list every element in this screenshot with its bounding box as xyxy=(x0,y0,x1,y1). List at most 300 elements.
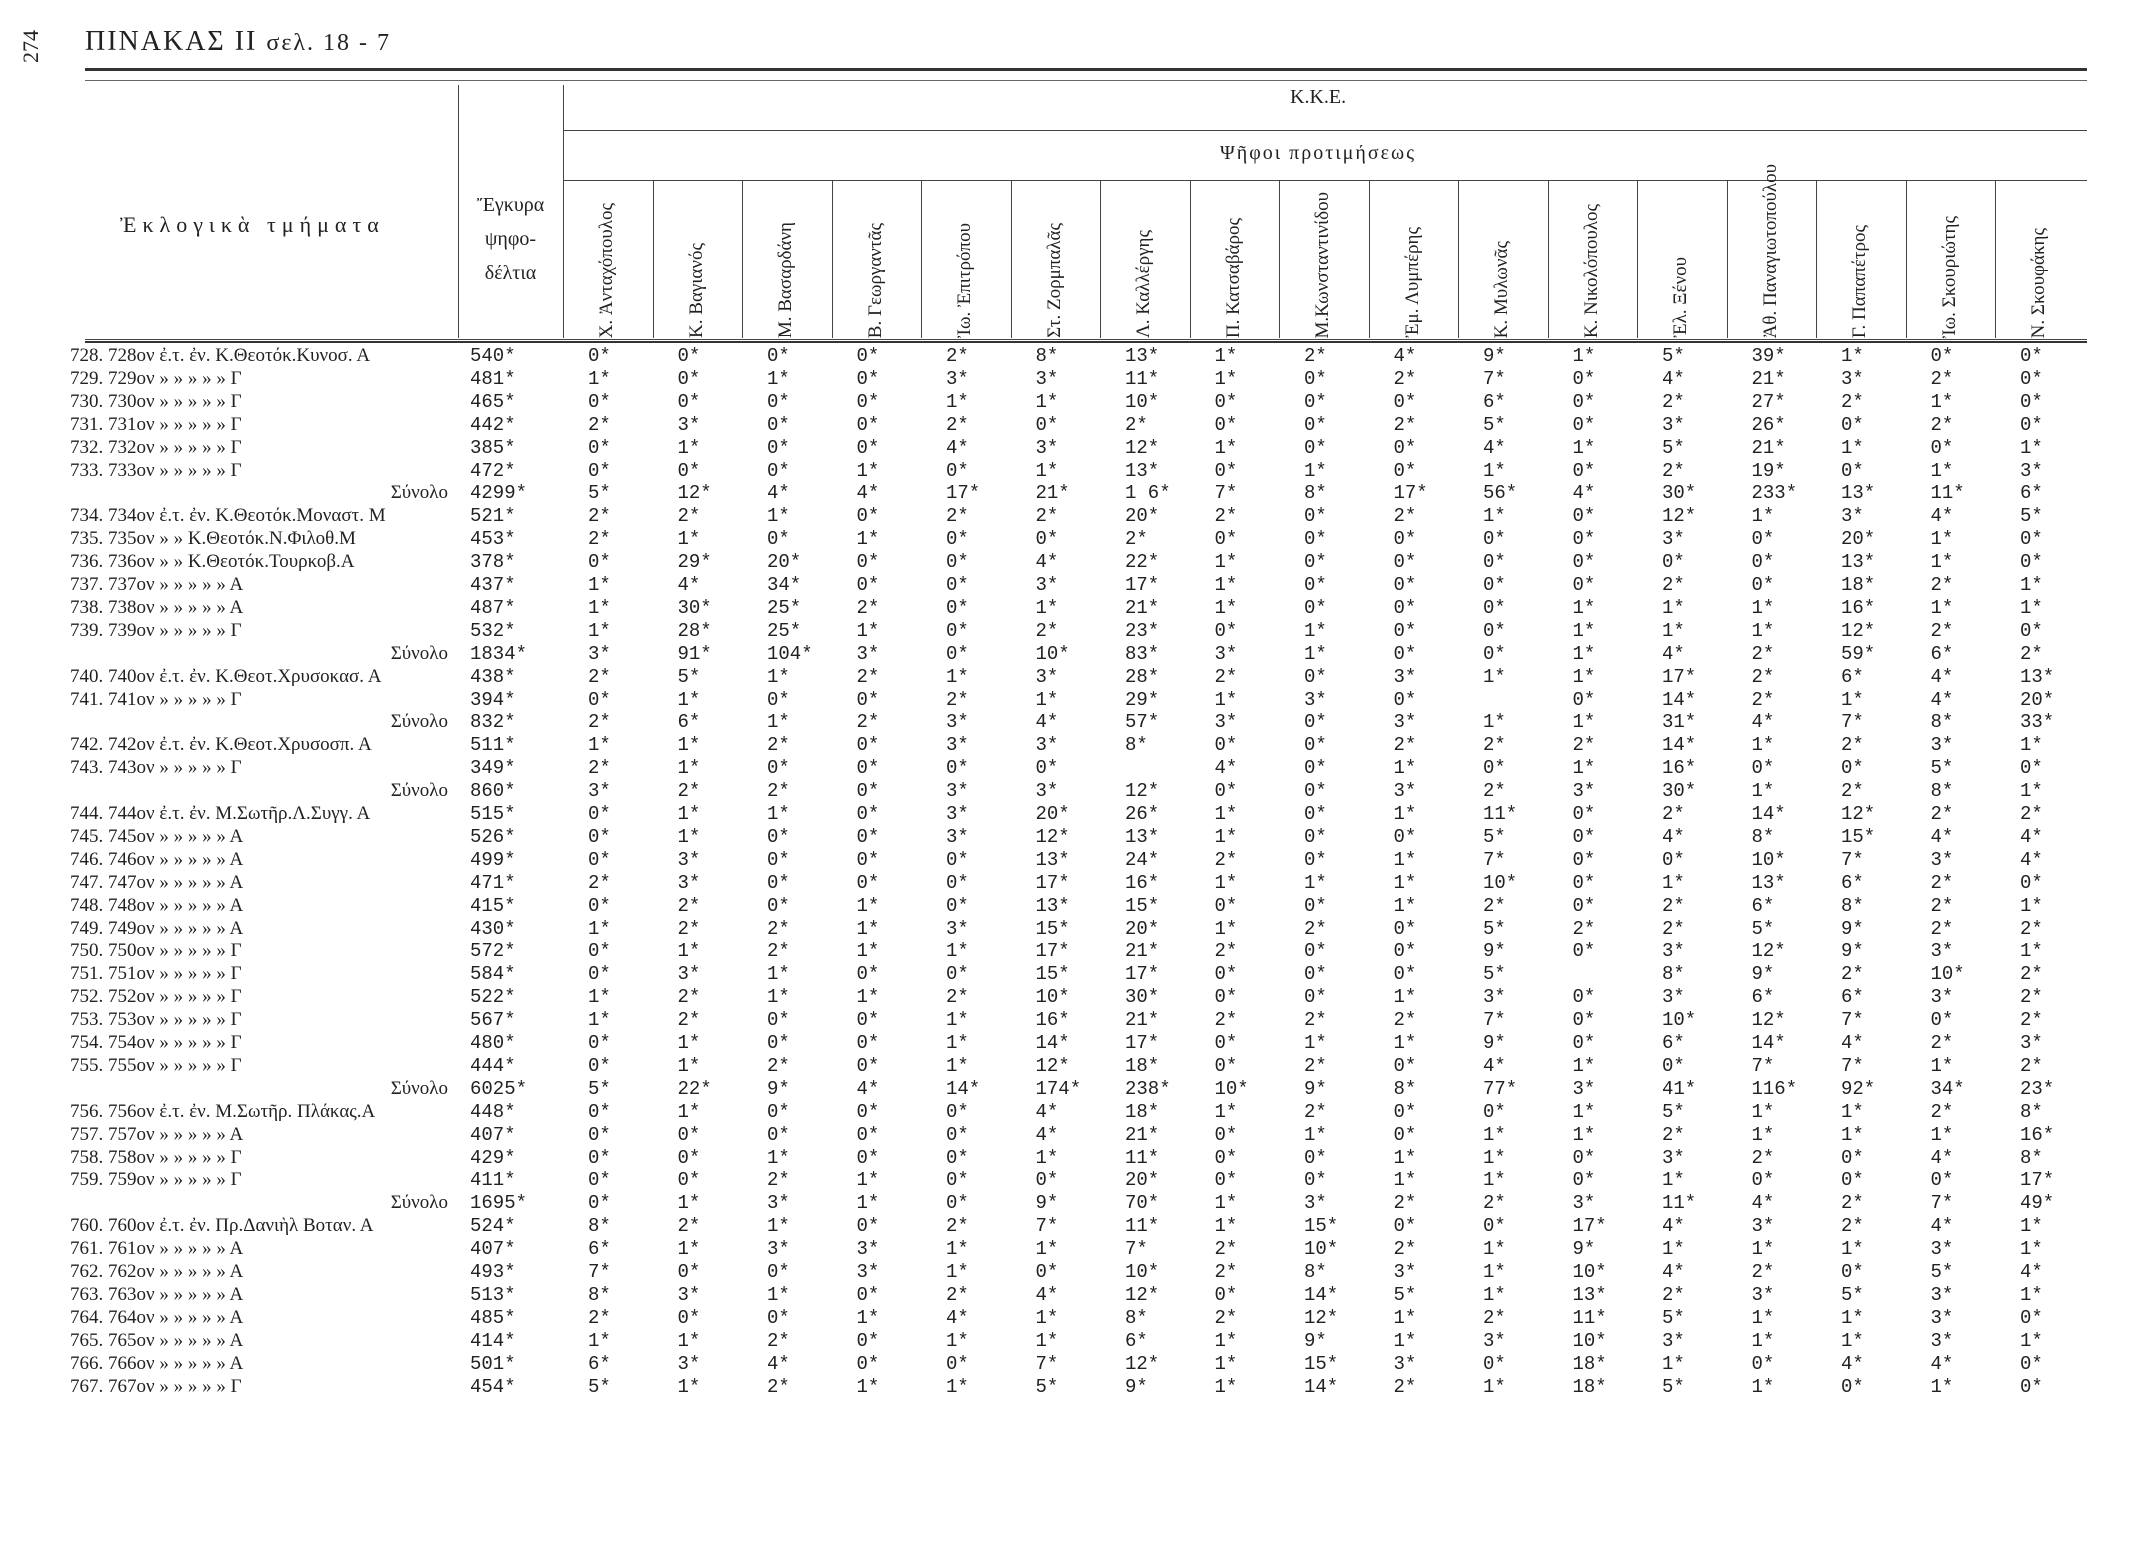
vote-cell: 1* xyxy=(677,528,701,551)
vote-cell: 14* xyxy=(1304,1283,1339,1306)
vote-cell: 0* xyxy=(677,1306,701,1329)
vote-cell: 0* xyxy=(946,459,969,482)
vote-cell: 1* xyxy=(1841,1306,1864,1329)
vote-cell: 1* xyxy=(677,1375,701,1398)
vote-cell: 0* xyxy=(1304,413,1327,436)
vote-cell: 0* xyxy=(1841,1261,1864,1283)
vote-cell: 0* xyxy=(1393,1123,1417,1146)
vote-cell: 24* xyxy=(1125,848,1160,871)
vote-cell: 5* xyxy=(1035,1375,1059,1398)
vote-cell: 0* xyxy=(1393,940,1417,963)
vote-cell: 0* xyxy=(588,848,611,871)
vote-cell: 2* xyxy=(1393,1375,1417,1398)
vote-cell: 0* xyxy=(1572,390,1596,413)
vote-cell: 0* xyxy=(856,757,880,780)
vote-cell: 2* xyxy=(677,1009,701,1032)
vote-cell: 2* xyxy=(2020,917,2043,940)
vote-cell: 2* xyxy=(1662,459,1685,482)
vote-cell: 1* xyxy=(1751,1329,1775,1352)
vote-cell: 12* xyxy=(1125,780,1160,803)
vote-cell: 1* xyxy=(1214,574,1238,596)
vote-cell: 1* xyxy=(767,1215,790,1238)
candidate-name: Π. Κατσαβάρος xyxy=(1222,217,1244,338)
vote-cell: 2* xyxy=(1483,894,1506,917)
vote-cell: 1* xyxy=(946,1329,969,1352)
vote-cell: 12* xyxy=(1125,1352,1160,1375)
vote-cell: 5* xyxy=(1751,917,1775,940)
vote-cell: 2* xyxy=(1751,642,1775,665)
vote-cell: 1* xyxy=(1304,871,1327,894)
vote-cell: 2* xyxy=(1841,1192,1864,1215)
vote-cell: 17* xyxy=(1662,665,1697,688)
vote-cell: 1* xyxy=(1483,665,1506,688)
district-label: 747. 747ον » » » » » Α xyxy=(70,871,244,893)
vote-cell: 1* xyxy=(946,1009,969,1032)
valid-ballots-cell: 501* xyxy=(470,1352,516,1375)
vote-cell: 233* xyxy=(1751,482,1798,505)
district-label: 736. 736ον » » Κ.Θεοτόκ.Τουρκοβ.Α xyxy=(70,551,355,573)
vote-cell: 33* xyxy=(2020,711,2055,734)
vote-cell: 29* xyxy=(1125,688,1160,711)
vote-cell: 0* xyxy=(1214,1054,1238,1077)
vote-cell: 2* xyxy=(1393,367,1417,390)
vote-cell: 1* xyxy=(1214,825,1238,848)
vote-cell: 2* xyxy=(1930,803,1954,825)
vote-cell: 5* xyxy=(1483,825,1506,848)
vote-cell: 1* xyxy=(1483,711,1506,734)
vote-cell: 1* xyxy=(856,1192,880,1215)
vote-cell: 1* xyxy=(1841,1329,1864,1352)
vote-cell: 2* xyxy=(1035,505,1059,528)
vote-cell: 1* xyxy=(856,894,880,917)
valid-ballots-cell: 522* xyxy=(470,986,516,1009)
vote-cell: 3* xyxy=(1930,1283,1954,1306)
vote-cell: 0* xyxy=(1572,1169,1596,1192)
vote-cell: 11* xyxy=(1125,1215,1160,1238)
valid-ballots-cell: 513* xyxy=(470,1283,516,1306)
vote-cell: 3* xyxy=(1751,1215,1775,1238)
candidate-name: Ἐλ. Ξένου xyxy=(1670,257,1691,338)
vote-cell: 0* xyxy=(677,1123,701,1146)
vote-cell: 0* xyxy=(2020,551,2043,574)
vote-cell: 3* xyxy=(1662,940,1685,963)
candidate-name: Ἰω. Σκουριώτης xyxy=(1938,215,1960,338)
vote-cell: 0* xyxy=(1930,345,1954,367)
vote-cell: 0* xyxy=(1393,1054,1417,1077)
vote-cell: 6* xyxy=(677,711,701,734)
vote-cell: 0* xyxy=(2020,528,2043,551)
vote-cell: 0* xyxy=(1483,1352,1506,1375)
vote-cell: 1* xyxy=(1572,596,1596,619)
vote-cell: 3* xyxy=(1930,1238,1954,1261)
vote-cell: 0* xyxy=(1751,757,1775,780)
vote-cell: 0* xyxy=(1483,596,1506,619)
vote-cell: 9* xyxy=(767,1077,790,1100)
valid-ballots-cell: 349* xyxy=(470,757,516,780)
vote-cell: 3* xyxy=(767,1238,790,1261)
vote-cell: 2* xyxy=(1214,848,1238,871)
vote-cell: 18* xyxy=(1572,1352,1607,1375)
vote-cell: 1* xyxy=(946,390,969,413)
vote-cell: 0* xyxy=(1393,917,1417,940)
vote-cell: 3* xyxy=(1304,688,1327,711)
district-label: 744. 744ον ἐ.τ. ἐν. Μ.Σωτῆρ.Λ.Συγγ. Α xyxy=(70,803,371,824)
vote-cell: 2* xyxy=(1841,390,1864,413)
vote-cell: 9* xyxy=(1751,963,1775,986)
vote-cell: 7* xyxy=(1841,711,1864,734)
vote-cell: 0* xyxy=(677,1169,701,1192)
vote-cell: 0* xyxy=(946,1100,969,1123)
vote-cell: 2* xyxy=(1930,894,1954,917)
vote-cell: 1* xyxy=(767,1283,790,1306)
vote-cell: 5* xyxy=(1930,757,1954,780)
vote-cell: 2* xyxy=(1304,917,1327,940)
vote-cell: 1* xyxy=(1214,1192,1238,1215)
vote-cell: 2* xyxy=(677,894,701,917)
vote-cell: 0* xyxy=(1483,574,1506,596)
vote-cell: 9* xyxy=(1483,1032,1506,1054)
vote-cell: 1* xyxy=(1035,390,1059,413)
vote-cell: 0* xyxy=(588,1100,611,1123)
vote-cell: 0* xyxy=(2020,367,2043,390)
district-label: 749. 749ον » » » » » Α xyxy=(70,917,244,939)
vote-cell: 0* xyxy=(946,1146,969,1169)
district-label: 750. 750ον » » » » » Γ xyxy=(70,940,242,962)
vote-cell: 1* xyxy=(1214,688,1238,711)
vote-cell: 2* xyxy=(1662,390,1685,413)
vote-cell: 0* xyxy=(1304,528,1327,551)
vote-cell: 18* xyxy=(1125,1054,1160,1077)
vote-cell: 2* xyxy=(677,917,701,940)
vote-cell: 3* xyxy=(1304,1192,1327,1215)
vote-cell: 0* xyxy=(1035,1261,1059,1283)
vote-cell: 4* xyxy=(1841,1032,1864,1054)
vote-cell: 15* xyxy=(1125,894,1160,917)
vote-cell: 2* xyxy=(588,757,611,780)
vote-cell: 1* xyxy=(1483,1169,1506,1192)
table-subtitle: σελ. 18 - 7 xyxy=(266,30,392,56)
vote-cell: 9* xyxy=(1035,1192,1059,1215)
district-label: 732. 732ον » » » » » Γ xyxy=(70,436,242,458)
valid-ballots-cell: 6025* xyxy=(470,1077,528,1100)
vote-cell: 0* xyxy=(1841,1375,1864,1398)
vote-cell: 41* xyxy=(1662,1077,1697,1100)
vote-cell: 25* xyxy=(767,619,802,642)
vote-cell: 12* xyxy=(1125,436,1160,459)
vote-cell: 1* xyxy=(1214,1375,1238,1398)
table-title: ΠΙΝΑΚΑΣ ΙΙ xyxy=(85,26,258,57)
district-label: 767. 767ον » » » » » Γ xyxy=(70,1375,242,1397)
vote-cell: 0* xyxy=(767,1100,790,1123)
valid-ballots-cell: 1834* xyxy=(470,642,528,665)
district-label: 729. 729ον » » » » » Γ xyxy=(70,367,242,389)
vote-cell: 1* xyxy=(1393,803,1417,825)
vote-cell: 1* xyxy=(767,1146,790,1169)
valid-ballots-cell: 567* xyxy=(470,1009,516,1032)
vote-cell: 0* xyxy=(1572,803,1596,825)
vote-cell: 1* xyxy=(1930,1123,1954,1146)
vote-cell: 1* xyxy=(1930,459,1954,482)
page-number: 274 xyxy=(18,30,43,63)
vote-cell: 3* xyxy=(677,1352,701,1375)
vote-cell: 0* xyxy=(767,825,790,848)
vote-cell: 7* xyxy=(1841,848,1864,871)
vote-cell: 4* xyxy=(1751,1192,1775,1215)
vote-cell: 0* xyxy=(946,1169,969,1192)
vote-cell: 20* xyxy=(1125,1169,1160,1192)
vote-cell: 0* xyxy=(588,1123,611,1146)
vote-cell: 0* xyxy=(1304,367,1327,390)
vote-cell: 1* xyxy=(1662,871,1685,894)
vote-cell: 3* xyxy=(1662,986,1685,1009)
vote-cell: 0* xyxy=(677,390,701,413)
vote-cell: 31* xyxy=(1662,711,1697,734)
vote-cell: 28* xyxy=(677,619,712,642)
vote-cell: 2* xyxy=(946,345,969,367)
vote-cell: 1* xyxy=(856,619,880,642)
vote-cell: 1* xyxy=(677,1329,701,1352)
vote-cell: 1* xyxy=(1393,871,1417,894)
vote-cell: 0* xyxy=(1214,459,1238,482)
vote-cell: 0* xyxy=(1393,619,1417,642)
valid-ballots-cell: 430* xyxy=(470,917,516,940)
vote-cell: 3* xyxy=(1930,848,1954,871)
vote-cell: 3* xyxy=(1035,436,1059,459)
vote-cell: 1* xyxy=(2020,574,2043,596)
vote-cell: 15* xyxy=(1841,825,1876,848)
vote-cell: 0* xyxy=(1393,1100,1417,1123)
vote-cell: 3* xyxy=(1035,367,1059,390)
vote-cell: 1* xyxy=(946,1261,969,1283)
vote-cell: 2* xyxy=(946,413,969,436)
valid-ballots-cell: 832* xyxy=(470,711,516,734)
vote-cell: 1* xyxy=(1483,1123,1506,1146)
vote-cell: 9* xyxy=(1572,1238,1596,1261)
vote-cell: 7* xyxy=(1483,1009,1506,1032)
vote-cell: 0* xyxy=(1572,413,1596,436)
vote-cell: 1* xyxy=(1662,619,1685,642)
candidate-header xyxy=(1995,188,2083,338)
vote-cell: 17* xyxy=(1572,1215,1607,1238)
vote-cell: 56* xyxy=(1483,482,1518,505)
vote-cell: 1* xyxy=(2020,436,2043,459)
vote-cell: 12* xyxy=(1841,619,1876,642)
vote-cell: 77* xyxy=(1483,1077,1518,1100)
vote-cell: 6* xyxy=(1841,665,1864,688)
vote-cell: 15* xyxy=(1035,963,1070,986)
vote-cell: 16* xyxy=(1841,596,1876,619)
vote-cell: 0* xyxy=(1304,1146,1327,1169)
vote-cell: 1* xyxy=(1035,1238,1059,1261)
vote-cell: 0* xyxy=(946,574,969,596)
total-label: Σύνολο xyxy=(390,711,448,733)
vote-cell: 1* xyxy=(588,986,611,1009)
vote-cell: 0* xyxy=(1214,1032,1238,1054)
vote-cell: 1* xyxy=(1751,1238,1775,1261)
vote-cell: 2* xyxy=(1572,734,1596,757)
vote-cell: 4* xyxy=(1841,1352,1864,1375)
valid-ballots-cell: 521* xyxy=(470,505,516,528)
valid-ballots-cell: 499* xyxy=(470,848,516,871)
vote-cell: 49* xyxy=(2020,1192,2055,1215)
vote-cell: 22* xyxy=(677,1077,712,1100)
vote-cell: 13* xyxy=(1125,345,1160,367)
district-label: 766. 766ον » » » » » Α xyxy=(70,1352,244,1374)
vote-cell: 1* xyxy=(677,688,701,711)
vote-cell: 0* xyxy=(588,894,611,917)
vote-cell: 0* xyxy=(1572,688,1596,711)
vote-cell: 1* xyxy=(1393,848,1417,871)
vote-cell: 1* xyxy=(1662,1238,1685,1261)
vote-cell: 4* xyxy=(1930,1215,1954,1238)
vote-cell: 1* xyxy=(2020,940,2043,963)
vote-cell: 1* xyxy=(946,1054,969,1077)
district-label: 746. 746ον » » » » » Α xyxy=(70,848,244,870)
valid-ballots-cell: 471* xyxy=(470,871,516,894)
vote-cell: 1* xyxy=(1393,986,1417,1009)
vote-cell: 1* xyxy=(1751,619,1775,642)
vote-cell: 3* xyxy=(1930,1329,1954,1352)
vote-cell: 17* xyxy=(946,482,981,505)
vote-cell: 2* xyxy=(946,986,969,1009)
vote-cell: 1* xyxy=(1841,1123,1864,1146)
vote-cell: 0* xyxy=(946,642,969,665)
vote-cell: 0* xyxy=(856,1215,880,1238)
vote-cell: 8* xyxy=(2020,1146,2043,1169)
vote-cell: 11* xyxy=(1483,803,1518,825)
vote-cell: 0* xyxy=(767,436,790,459)
vote-cell: 1* xyxy=(1214,596,1238,619)
vote-cell: 104* xyxy=(767,642,813,665)
vote-cell: 2* xyxy=(588,528,611,551)
vote-cell: 3* xyxy=(946,734,969,757)
candidate-header xyxy=(1458,188,1546,338)
vote-cell: 4* xyxy=(1751,711,1775,734)
valid-ballots-cell: 385* xyxy=(470,436,516,459)
vote-cell: 0* xyxy=(2020,390,2043,413)
vote-cell: 0* xyxy=(856,1009,880,1032)
vote-cell: 1* xyxy=(677,1238,701,1261)
valid-ballots-cell: 465* xyxy=(470,390,516,413)
vote-cell: 2* xyxy=(1393,505,1417,528)
vote-cell: 0* xyxy=(1930,436,1954,459)
vote-cell: 7* xyxy=(1930,1192,1954,1215)
vote-cell: 2* xyxy=(767,780,790,803)
vote-cell: 7* xyxy=(1483,848,1506,871)
vote-cell: 4* xyxy=(1930,505,1954,528)
vote-cell: 1* xyxy=(1572,665,1596,688)
vote-cell: 0* xyxy=(1483,619,1506,642)
vote-cell: 0* xyxy=(1214,963,1238,986)
vote-cell: 1* xyxy=(1841,1100,1864,1123)
vote-cell: 0* xyxy=(856,1032,880,1054)
vote-cell: 4* xyxy=(1035,711,1059,734)
vote-cell: 2* xyxy=(588,413,611,436)
vote-cell: 8* xyxy=(1035,345,1059,367)
vote-cell: 2* xyxy=(1393,1238,1417,1261)
vote-cell: 1* xyxy=(856,986,880,1009)
valid-ballots-cell: 515* xyxy=(470,803,516,825)
vote-cell: 1* xyxy=(946,940,969,963)
vote-cell: 1* xyxy=(1483,1238,1506,1261)
vote-cell: 1* xyxy=(767,803,790,825)
district-label: 756. 756ον ἐ.τ. ἐν. Μ.Σωτῆρ. Πλάκας.Α xyxy=(70,1100,376,1122)
candidate-header xyxy=(1190,188,1278,338)
vote-cell: 1* xyxy=(1214,1329,1238,1352)
vote-cell: 10* xyxy=(1125,390,1160,413)
vote-cell: 2* xyxy=(1930,619,1954,642)
districts-header: Ἐκλογικὰ τμήματα xyxy=(120,212,385,237)
vote-cell: 0* xyxy=(1035,757,1059,780)
vote-cell: 1* xyxy=(1572,345,1596,367)
vote-cell: 8* xyxy=(588,1215,611,1238)
vote-cell: 4* xyxy=(2020,825,2043,848)
page-title xyxy=(85,26,391,58)
vote-cell: 1* xyxy=(1483,459,1506,482)
candidate-header xyxy=(653,188,741,338)
vote-cell: 0* xyxy=(1572,986,1596,1009)
vote-cell: 0* xyxy=(767,1032,790,1054)
vote-cell: 10* xyxy=(1572,1261,1607,1283)
vote-cell: 0* xyxy=(677,1146,701,1169)
valid-ballots-cell: 472* xyxy=(470,459,516,482)
vote-cell: 5* xyxy=(1662,345,1685,367)
candidate-name: Γ. Παπαπέτρος xyxy=(1849,224,1870,338)
candidate-name: Κ. Βαγιανός xyxy=(685,243,707,338)
vote-cell: 20* xyxy=(1125,917,1160,940)
vote-cell: 5* xyxy=(1662,1100,1685,1123)
vote-cell: 3* xyxy=(1393,1352,1417,1375)
vote-cell: 2* xyxy=(767,1375,790,1398)
vote-cell: 1* xyxy=(1751,505,1775,528)
vote-cell: 2* xyxy=(767,1169,790,1192)
district-label: 734. 734ον ἐ.τ. ἐν. Κ.Θεοτόκ.Μοναστ. Μ xyxy=(70,505,386,527)
district-label: 764. 764ον » » » » » Α xyxy=(70,1306,244,1328)
vote-cell: 12* xyxy=(1841,803,1876,825)
vote-cell: 2* xyxy=(2020,1054,2043,1077)
vote-cell: 2* xyxy=(1841,1215,1864,1238)
vote-cell: 0* xyxy=(588,390,611,413)
vote-cell: 2* xyxy=(767,917,790,940)
vote-cell: 0* xyxy=(767,688,790,711)
vote-cell: 0* xyxy=(1483,1215,1506,1238)
vote-cell: 4* xyxy=(1393,345,1417,367)
valid-ballots-cell: 487* xyxy=(470,596,516,619)
vote-cell: 8* xyxy=(2020,1100,2043,1123)
vote-cell: 3* xyxy=(1393,711,1417,734)
vote-cell: 23* xyxy=(1125,619,1160,642)
vote-cell: 4* xyxy=(1662,825,1685,848)
vote-cell: 1* xyxy=(946,1375,969,1398)
vote-cell: 1* xyxy=(677,940,701,963)
vote-cell: 0* xyxy=(946,848,969,871)
district-label: 739. 739ον » » » » » Γ xyxy=(70,619,242,641)
vote-cell: 14* xyxy=(1662,688,1697,711)
vote-cell: 12* xyxy=(1035,1054,1070,1077)
vote-cell: 0* xyxy=(946,551,969,574)
vote-cell: 1* xyxy=(856,1375,880,1398)
vote-cell: 17* xyxy=(1035,871,1070,894)
party-header: Κ.Κ.Ε. xyxy=(1290,86,1347,108)
vote-cell: 3* xyxy=(1662,528,1685,551)
vote-cell: 8* xyxy=(1841,894,1864,917)
district-label: 762. 762ον » » » » » Α xyxy=(70,1261,244,1282)
total-label: Σύνολο xyxy=(390,780,448,802)
vote-cell: 0* xyxy=(1393,436,1417,459)
column-divider xyxy=(458,85,459,338)
vote-cell: 4* xyxy=(677,574,701,596)
vote-cell: 1* xyxy=(1751,1306,1775,1329)
